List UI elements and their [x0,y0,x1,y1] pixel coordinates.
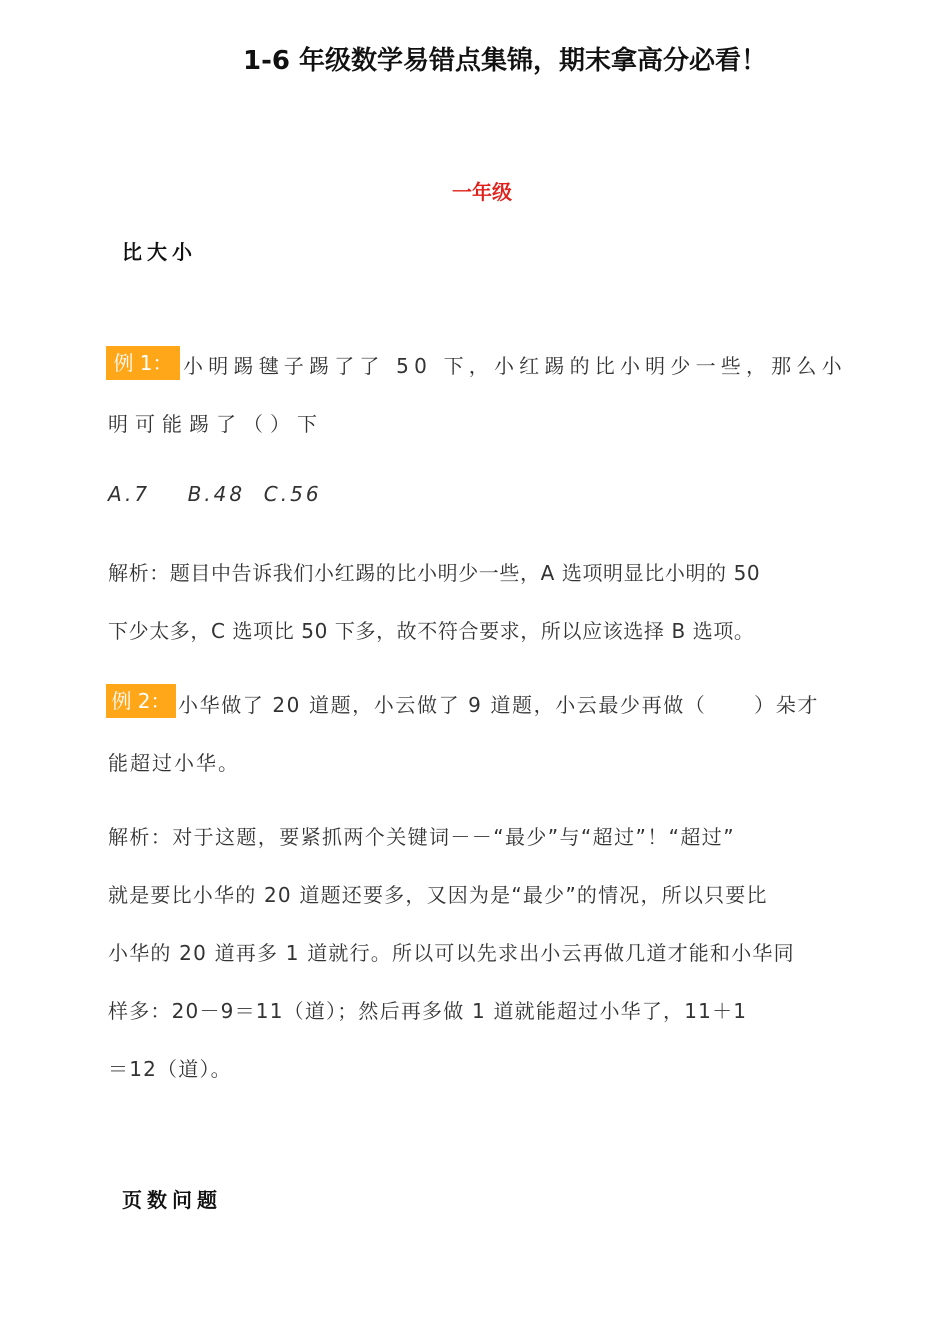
example-1-analysis-line-2: 下少太多，C 选项比 50 下多，故不符合要求，所以应该选择 B 选项。 [108,619,755,643]
example-1-analysis-line-1: 解析：题目中告诉我们小红踢的比小明少一些，A 选项明显比小明的 50 [108,561,761,585]
example-2-analysis-line-1: 解析：对于这题，要紧抓两个关键词－－“最少”与“超过”！“超过” [108,825,735,849]
example-2-analysis-line-4: 样多：20－9＝11（道）；然后再多做 1 道就能超过小华了，11＋1 [108,999,748,1023]
example-2-analysis-line-5: ＝12（道）。 [108,1057,232,1081]
example-2-question-line-2: 能超过小华。 [108,751,240,775]
section-heading-compare-size: 比大小 [122,240,197,264]
example-2-analysis-line-2: 就是要比小华的 20 道题还要多，又因为是“最少”的情况，所以只要比 [108,883,768,907]
example-1-question-line-2: 明可能踢了（）下 [108,412,324,436]
example-2-question-line-1: 小华做了 20 道题，小云做了 9 道题，小云最少再做（ ）朵才 [178,693,819,717]
example-1-options: A.7 B.48 C.56 [108,482,322,506]
example-2-analysis-line-3: 小华的 20 道再多 1 道就行。所以可以先求出小云再做几道才能和小华同 [108,941,795,965]
document-title: 1-6 年级数学易错点集锦，期末拿高分必看！ [242,46,768,76]
example-2-tag: 例 2： [106,684,176,718]
example-1-question-line-1: 小明踢毽子踢了了 50 下，小红踢的比小明少一些，那么小 [183,354,847,378]
section-heading-page-count: 页数问题 [122,1188,222,1212]
example-1-tag: 例 1： [106,346,180,380]
grade-title: 一年级 [452,180,512,204]
